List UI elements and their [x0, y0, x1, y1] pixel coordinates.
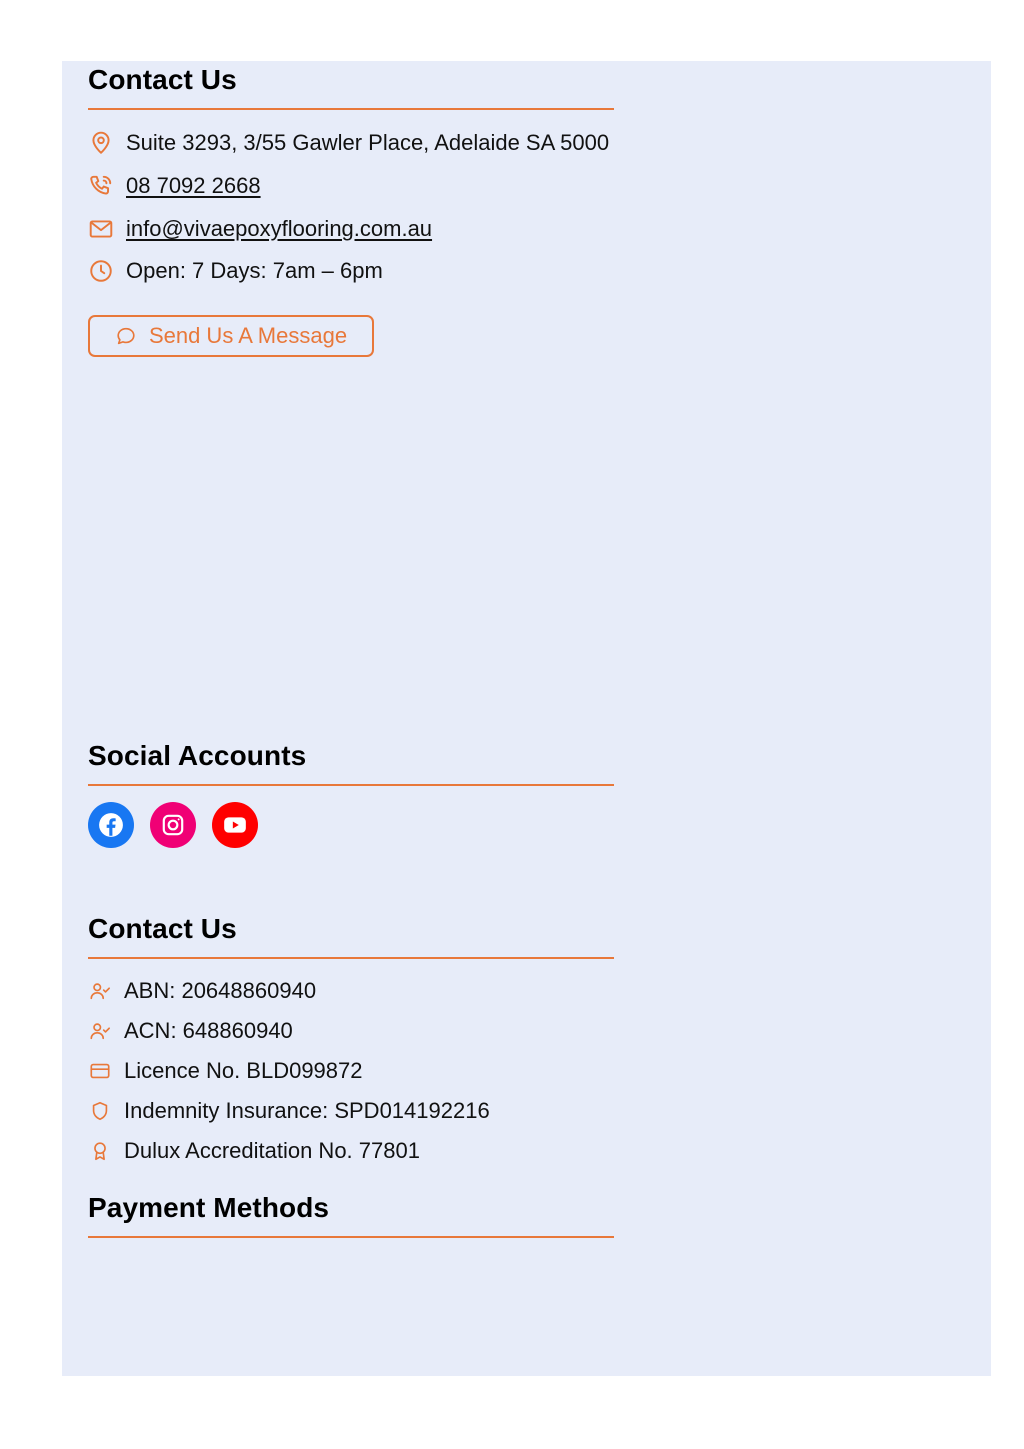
licence-text: Licence No. BLD099872 [124, 1058, 363, 1083]
chat-bubble-icon [115, 325, 137, 347]
social-section [88, 738, 614, 786]
youtube-icon [222, 812, 248, 838]
email-link[interactable]: info@vivaepoxyflooring.com.au [126, 216, 433, 241]
business-section [88, 911, 614, 959]
contact-section [88, 62, 614, 110]
payment-title-underline [88, 1236, 614, 1238]
insurance-row [88, 1096, 490, 1126]
payment-title: Payment Methods [88, 1192, 330, 1223]
send-message-label: Send Us A Message [148, 323, 348, 348]
payment-section [88, 1190, 614, 1238]
facebook-icon [98, 812, 124, 838]
phone-icon [88, 173, 114, 199]
facebook-link[interactable] [88, 802, 134, 848]
map-pin-icon [88, 130, 114, 156]
licence-row [88, 1056, 363, 1086]
hours-text: Open: 7 Days: 7am – 6pm [126, 258, 383, 283]
accreditation-row [88, 1136, 420, 1166]
user-check-icon [88, 979, 112, 1003]
contact-title-underline [88, 108, 614, 110]
social-title-underline [88, 784, 614, 786]
send-message-button[interactable] [88, 315, 374, 357]
email-row [88, 214, 432, 244]
mail-icon [88, 216, 114, 242]
award-icon [88, 1139, 112, 1163]
phone-row [88, 171, 261, 201]
abn-text: ABN: 20648860940 [124, 978, 317, 1003]
acn-row [88, 1016, 293, 1046]
abn-row [88, 976, 316, 1006]
business-title: Contact Us [88, 913, 237, 944]
social-title: Social Accounts [88, 740, 307, 771]
address-text: Suite 3293, 3/55 Gawler Place, Adelaide SA 5000 [126, 130, 610, 155]
acn-text: ACN: 648860940 [124, 1018, 293, 1043]
address-row [88, 128, 609, 158]
user-check-icon [88, 1019, 112, 1043]
youtube-link[interactable] [212, 802, 258, 848]
credit-card-icon [88, 1059, 112, 1083]
instagram-link[interactable] [150, 802, 196, 848]
phone-link[interactable]: 08 7092 2668 [126, 173, 261, 198]
shield-icon [88, 1099, 112, 1123]
accreditation-text: Dulux Accreditation No. 77801 [124, 1138, 420, 1163]
contact-title: Contact Us [88, 64, 237, 95]
insurance-text: Indemnity Insurance: SPD014192216 [124, 1098, 490, 1123]
business-title-underline [88, 957, 614, 959]
clock-icon [88, 258, 114, 284]
instagram-icon [160, 812, 186, 838]
hours-row [88, 256, 383, 286]
